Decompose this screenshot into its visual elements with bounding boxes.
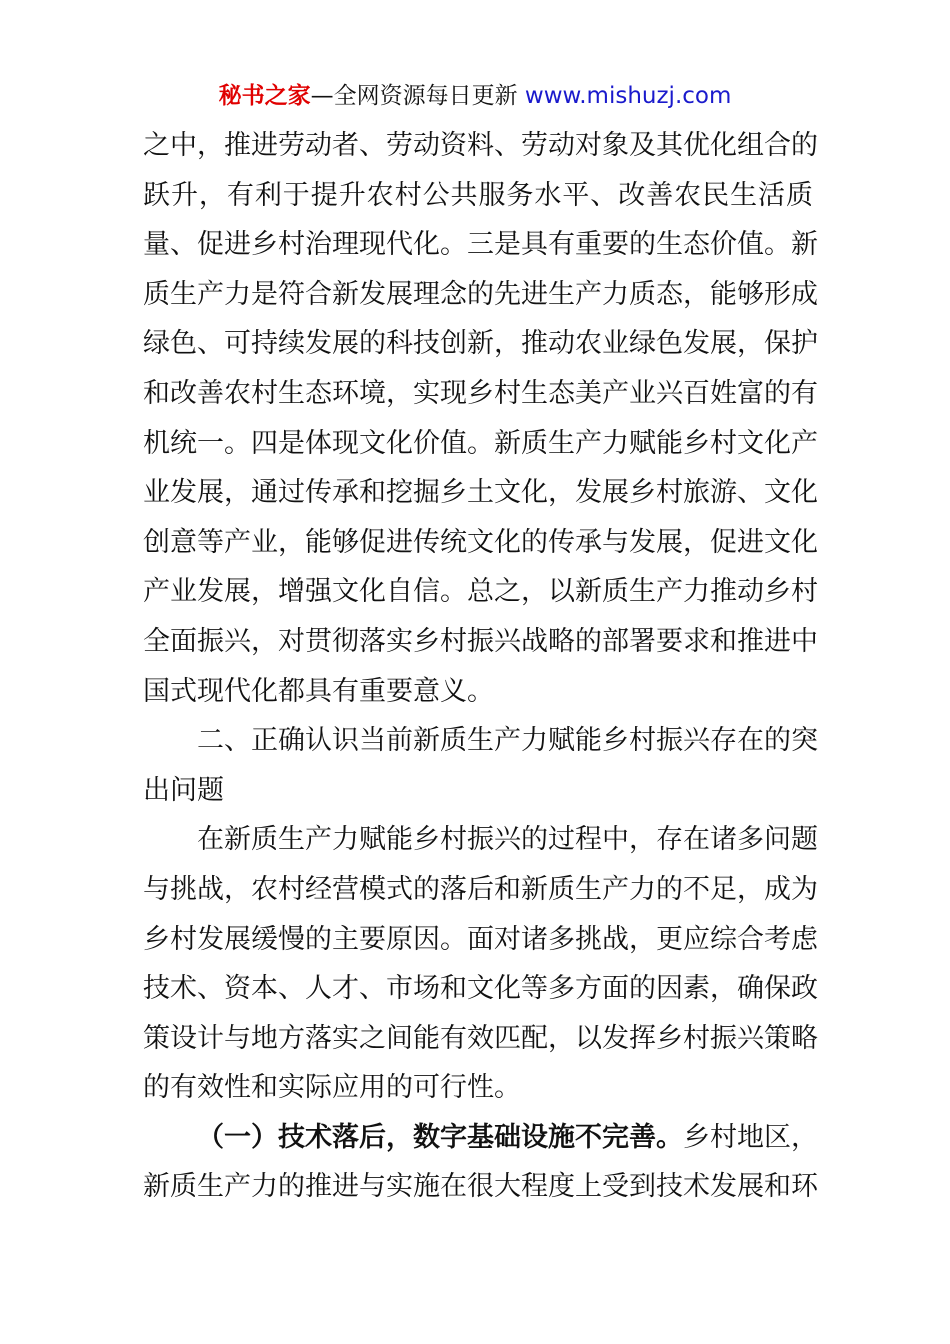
text-line: 业发展，通过传承和挖掘乡土文化，发展乡村旅游、文化 <box>143 477 818 509</box>
subsection-heading: （一）技术落后，数字基础设施不完善。 <box>197 1121 683 1153</box>
site-url-link[interactable]: www.mishuzj.com <box>524 83 732 109</box>
document-body <box>143 121 818 1212</box>
section-heading-2 <box>143 716 818 815</box>
text-line: 乡村发展缓慢的主要原因。面对诸多挑战，更应综合考虑 <box>143 923 818 955</box>
text-line: 全面振兴，对贯彻落实乡村振兴战略的部署要求和推进中 <box>143 625 818 657</box>
heading-line: 出问题 <box>143 774 224 806</box>
text-line: 跃升，有利于提升农村公共服务水平、改善农民生活质 <box>143 179 813 211</box>
text-span: 乡村地区， <box>683 1121 818 1153</box>
text-line: 绿色、可持续发展的科技创新，推动农业绿色发展，保护 <box>143 328 818 360</box>
text-line <box>143 1113 818 1163</box>
header-tagline: —全网资源每日更新 <box>310 83 525 109</box>
text-line: 与挑战，农村经营模式的落后和新质生产力的不足，成为 <box>143 873 818 905</box>
brand-name: 秘书之家 <box>218 83 311 109</box>
text-line: 和改善农村生态环境，实现乡村生态美产业兴百姓富的有 <box>143 377 818 409</box>
text-line: 国式现代化都具有重要意义。 <box>143 675 494 707</box>
text-line: 在新质生产力赋能乡村振兴的过程中，存在诸多问题 <box>197 824 818 856</box>
paragraph-challenges <box>143 815 818 1113</box>
text-line: 质生产力是符合新发展理念的先进生产力质态，能够形成 <box>143 278 818 310</box>
page-header <box>0 80 950 112</box>
text-line: 量、促进乡村治理现代化。三是具有重要的生态价值。新 <box>143 229 818 261</box>
text-line: 的有效性和实际应用的可行性。 <box>143 1072 521 1104</box>
paragraph-value-summary <box>143 121 818 716</box>
text-line: 创意等产业，能够促进传统文化的传承与发展，促进文化 <box>143 526 818 558</box>
paragraph-technology-lag <box>143 1113 818 1212</box>
text-line: 产业发展，增强文化自信。总之，以新质生产力推动乡村 <box>143 576 818 608</box>
text-line: 策设计与地方落实之间能有效匹配，以发挥乡村振兴策略 <box>143 1022 818 1054</box>
text-line: 技术、资本、人才、市场和文化等多方面的因素，确保政 <box>143 973 818 1005</box>
text-line: 新质生产力的推进与实施在很大程度上受到技术发展和环 <box>143 1171 818 1203</box>
text-line: 机统一。四是体现文化价值。新质生产力赋能乡村文化产 <box>143 427 818 459</box>
heading-line: 二、正确认识当前新质生产力赋能乡村振兴存在的突 <box>197 725 818 757</box>
text-line: 之中，推进劳动者、劳动资料、劳动对象及其优化组合的 <box>143 130 818 161</box>
